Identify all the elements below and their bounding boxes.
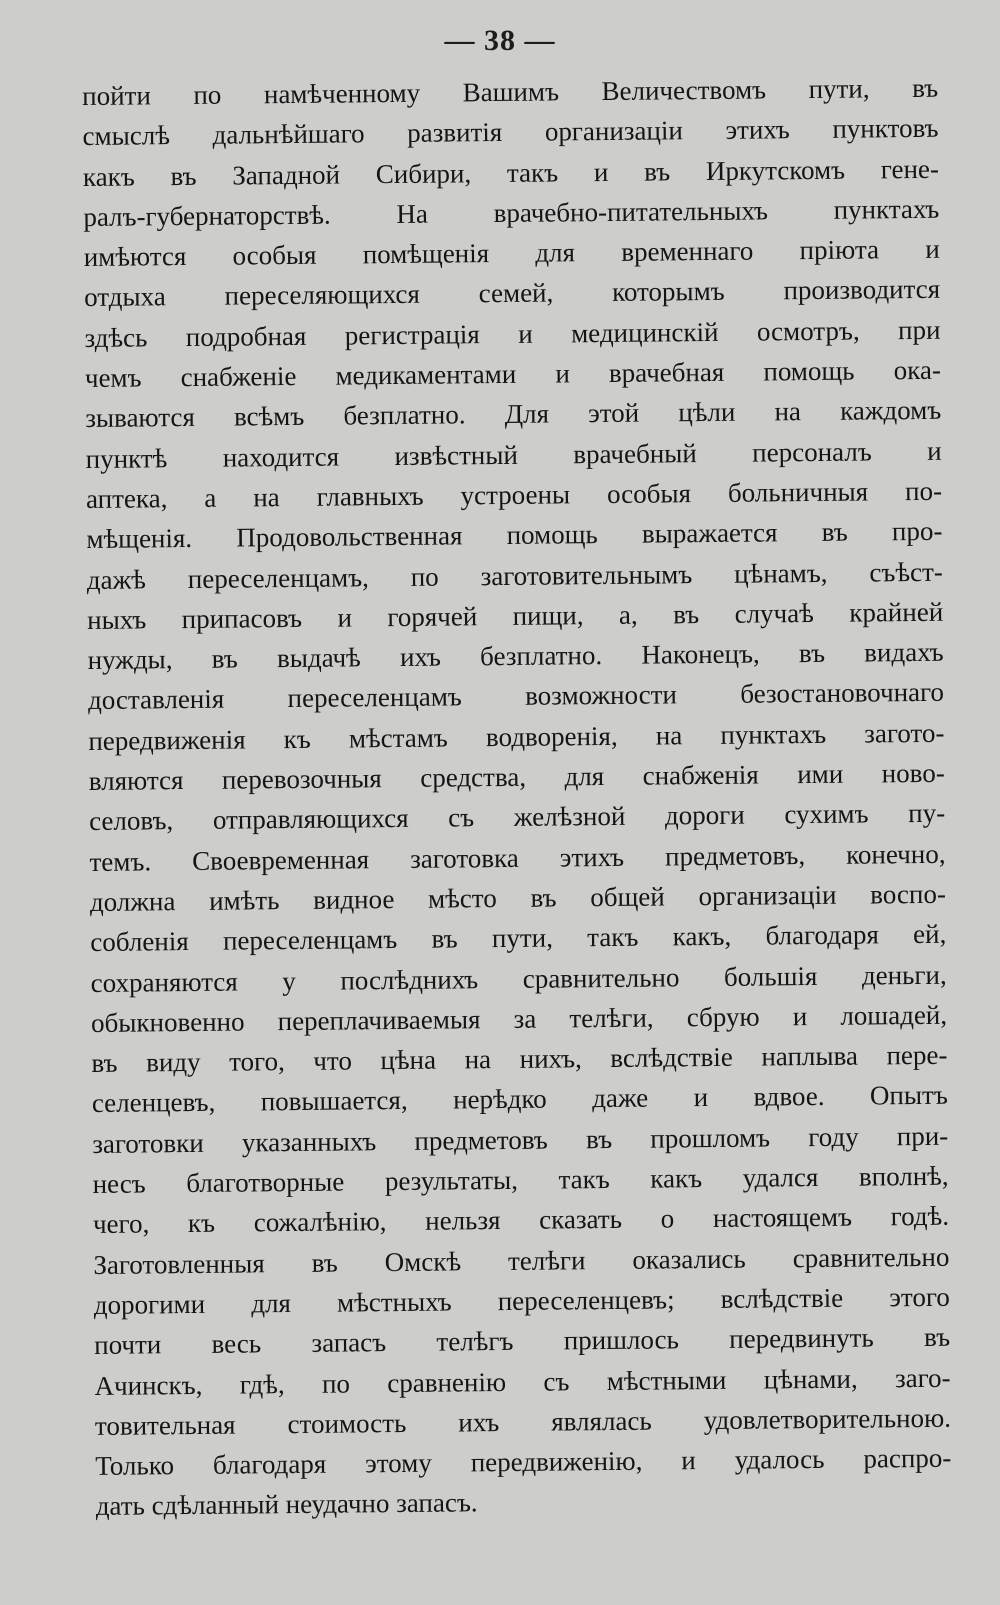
text-line: пунктѣ находится извѣстный врачебный персоналъ и — [85, 435, 942, 474]
text-line: чего, къ сожалѣнію, нельзя сказать о настоящемъ годѣ. — [92, 1201, 950, 1240]
body-text — [82, 68, 952, 1527]
text-line: смыслѣ дальнѣйшаго развитія организаціи этихъ пунктовъ — [82, 113, 939, 152]
text-line: собленія переселенцамъ въ пути, такъ какъ, благодаря ей, — [90, 918, 947, 958]
text-line: вляются перевозочныя средства, для снабженія ими ново- — [88, 757, 945, 797]
text-line: здѣсь подробная регистрація и медицинскій осмотръ, при — [84, 314, 941, 353]
text-line: товительная стоимость ихъ являлась удовлетворительною. — [94, 1402, 952, 1441]
page-number: — 38 — — [444, 24, 556, 57]
text-line: ныхъ припасовъ и горячей пищи, а, въ случаѣ крайней — [87, 596, 944, 635]
text-line: темъ. Своевременная заготовка этихъ предметовъ, конечно, — [89, 838, 946, 877]
text-line: передвиженія къ мѣстамъ водворенія, на пунктахъ загото- — [88, 717, 945, 756]
text-line: нужды, въ выдачѣ ихъ безплатно. Наконецъ, въ видахъ — [87, 636, 944, 676]
text-line: дажѣ переселенцамъ, по заготовительнымъ цѣнамъ, съѣст- — [86, 556, 943, 595]
text-line: обыкновенно переплачиваемыя за телѣги, сбрую и лошадей, — [90, 999, 948, 1038]
text-line: ралъ-губернаторствѣ. На врачебно-питательныхъ пунктахъ — [83, 193, 940, 232]
text-line: селенцевъ, повышается, нерѣдко даже и вдвое. Опытъ — [91, 1080, 948, 1119]
text-line: несъ благотворные результаты, такъ какъ удался вполнѣ, — [92, 1160, 949, 1199]
text-line: Только благодаря этому передвиженію, и удалось распро- — [95, 1442, 952, 1482]
text-line: сохраняются у послѣднихъ сравнительно большія деньги, — [90, 959, 947, 998]
text-line: дать сдѣланный неудачно запасъ. — [95, 1487, 478, 1522]
text-line: заготовки указанныхъ предметовъ въ прошломъ году при- — [92, 1120, 949, 1159]
text-line: пойти по намѣченному Вашимъ Величествомъ пути, въ — [82, 72, 939, 111]
text-line: дорогими для мѣстныхъ переселенцевъ; вслѣдствіе этого — [93, 1281, 950, 1320]
text-line: почти весь запасъ телѣгъ пришлось передвинуть въ — [94, 1321, 951, 1361]
text-line: въ виду того, что цѣна на нихъ, вслѣдствіе наплыва пере- — [91, 1039, 948, 1079]
text-line: зываются всѣмъ безплатно. Для этой цѣли на каждомъ — [85, 395, 942, 434]
text-line: должна имѣть видное мѣсто въ общей организаціи воспо- — [89, 878, 947, 917]
text-line: какъ въ Западной Сибири, такъ и въ Иркутскомъ гене- — [82, 153, 940, 192]
text-line: селовъ, отправляющихся съ желѣзной дороги сухимъ пу- — [89, 798, 946, 837]
text-line: аптека, а на главныхъ устроены особыя больничныя по- — [85, 475, 943, 514]
text-line: Ачинскъ, гдѣ, по сравненію съ мѣстными цѣнами, заго- — [94, 1362, 951, 1401]
text-line: Заготовленныя въ Омскѣ телѣги оказались сравнительно — [93, 1241, 950, 1280]
text-line: чемъ снабженіе медикаментами и врачебная помощь ока- — [84, 354, 942, 394]
text-line: отдыха переселяющихся семей, которымъ производится — [83, 274, 941, 313]
text-line: доставленія переселенцамъ возможности безостановочнаго — [87, 677, 945, 716]
text-line: мѣщенія. Продовольственная помощь выражается въ про- — [86, 516, 943, 555]
text-line: имѣются особыя помѣщенія для временнаго пріюта и — [83, 233, 940, 273]
